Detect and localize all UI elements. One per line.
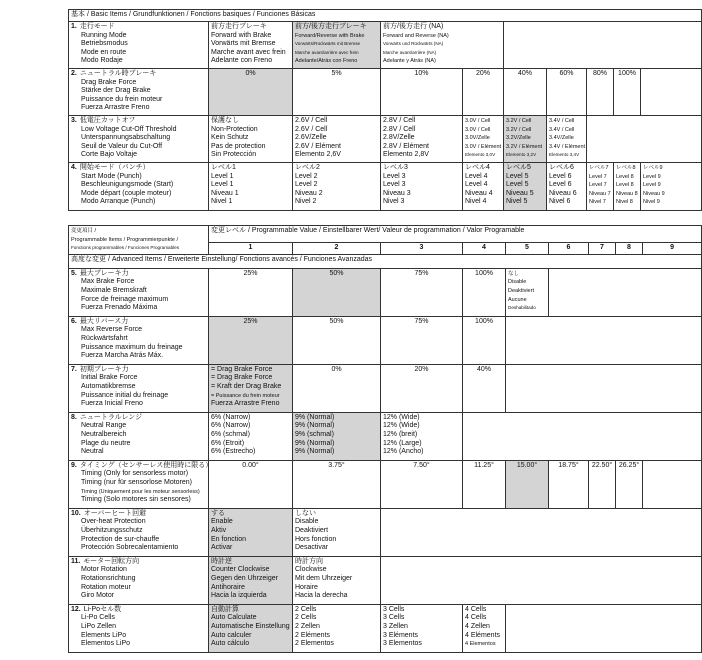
header-row xyxy=(69,226,702,243)
drag-brake-value: 0% xyxy=(209,69,293,116)
item-motor-rotation: 11. モーター回転方向 Motor Rotation Rotationsrichtung Rotation moteur Giro Motor xyxy=(69,556,209,604)
drag-brake-value: 40% xyxy=(504,69,547,116)
neutral-range-empty xyxy=(463,412,702,460)
timing-value: 3.75° xyxy=(293,460,381,508)
lipo-cells-option-1: 自動計算 Auto Calculate Automatische Einstellung Auto calculer Auto cálculo xyxy=(209,604,293,652)
column-number: 9 xyxy=(643,243,702,255)
item-overheat: 10. オーバーヒート回避 Over-heat Protection Überhitzungsschutz Protection de sur-chauffe Protección Sobrecalentamiento xyxy=(69,508,209,556)
drag-brake-value: 20% xyxy=(463,69,504,116)
programmable-value-header: 変更レベル / Programmable Value / Einstellbarer Wert/ Valeur de programmation / Valor Programable xyxy=(209,226,702,243)
timing-value: 26.25° xyxy=(616,460,643,508)
item-low-voltage: 3. 低電圧カットオフ Low Voltage Cut-Off Threshold Unterspannungsabschaltung Seuil de Valeur du Cut-Off Corte Bajo Voltaje xyxy=(69,116,209,163)
start-mode-level-2: レベル2 Level 2 Level 2 Niveau 2 Nivel 2 xyxy=(293,163,381,211)
table-row xyxy=(69,556,702,604)
initial-brake-option-1: = Drag Brake Force = Drag Brake Force = Kraft der Drag Brake = Puissance du frein moteur Fuerza Arrastre Freno xyxy=(209,364,293,412)
item-neutral-range: 8. ニュートラルレンジ Neutral Range Neutralbereich Plage du neutre Neutral xyxy=(69,412,209,460)
low-voltage-option-5: 3.2V / Cell 3.2V / Cell 3.2V/Zelle 3.2V / Elément Elemento 3,2V xyxy=(504,116,547,163)
max-brake-value: 25% xyxy=(209,268,293,316)
column-number: 6 xyxy=(549,243,589,255)
timing-empty xyxy=(643,460,702,508)
max-reverse-value: 75% xyxy=(381,316,463,364)
item-running-mode: 1. 走行モード Running Mode Betriebsmodus Mode en route Modo Rodaje xyxy=(69,22,209,69)
max-brake-disable: なし Disable Deaktiviert Aucune Deshabilitado xyxy=(506,268,549,316)
lipo-cells-empty xyxy=(506,604,702,652)
item-max-brake: 5. 最大ブレーキ力 Max Brake Force Maximale Bremskraft Force de freinage maximum Fuerza Frenado Máxima xyxy=(69,268,209,316)
timing-value: 15.00° xyxy=(506,460,549,508)
timing-value: 22.50° xyxy=(589,460,616,508)
column-number: 3 xyxy=(381,243,463,255)
max-reverse-empty xyxy=(506,316,702,364)
start-mode-level-7: レベル7 Level 7 Level 7 Niveau 7 Nivel 7 xyxy=(587,163,614,211)
neutral-range-option-1: 6% (Narrow) 6% (Narrow) 6% (schmal) 6% (Etroit) 6% (Estrecho) xyxy=(209,412,293,460)
advanced-section-title: 高度な変更 / Advanced Items / Erweiterte Einstellung/ Fonctions avancés / Funciones Avanzadas xyxy=(69,254,702,268)
start-mode-level-6: レベル6 Level 6 Level 6 Niveau 6 Nivel 6 xyxy=(547,163,587,211)
item-drag-brake: 2. ニュートラル時ブレーキ Drag Brake Force Stärke der Drag Brake Puissance du frein moteur Fuerza Arrastre Freno xyxy=(69,69,209,116)
item-initial-brake: 7. 初期ブレーキ力 Initial Brake Force Automatikbremse Puissance initial du freinage Fuerza Inicial Freno xyxy=(69,364,209,412)
motor-rotation-option-1: 時計逆 Counter Clockwise Gegen den Uhrzeiger Antihoraire Hacia la izquierda xyxy=(209,556,293,604)
basic-section-title: 基本 / Basic Items / Grundfunktionen / Fonctions basiques / Funciones Básicas xyxy=(69,10,702,22)
programmable-items-header: 変更項目 / Programmable Items / Programmierpunkte / Fonctions programmables / Funciones Programables xyxy=(69,226,209,255)
neutral-range-option-2: 9% (Normal) 9% (Normal) 9% (schmal) 9% (Normal) 9% (Normal) xyxy=(293,412,381,460)
neutral-range-option-3: 12% (Wide) 12% (Wide) 12% (breit) 12% (Large) 12% (Ancho) xyxy=(381,412,463,460)
column-number: 1 xyxy=(209,243,293,255)
motor-rotation-option-2: 時計方向 Clockwise Mit dem Uhrzeiger Horaire Hacia la derecha xyxy=(293,556,381,604)
start-mode-level-3: レベル3 Level 3 Level 3 Niveau 3 Nivel 3 xyxy=(381,163,463,211)
item-lipo-cells: 12. Li-Poセル数 Li-Po Cells LiPo Zellen Elements LiPo Elementos LiPo xyxy=(69,604,209,652)
initial-brake-empty xyxy=(506,364,702,412)
low-voltage-option-6: 3.4V / Cell 3.4V / Cell 3.4V/Zelle 3.4V / Elément Elemento 3,4V xyxy=(547,116,587,163)
drag-brake-value: 60% xyxy=(547,69,587,116)
basic-items-table xyxy=(68,9,702,211)
item-max-reverse: 6. 最大リバース力 Max Reverse Force Rückwärtsfahrt Puissance maximum du freinage Fuerza Marcha Atrás Máx. xyxy=(69,316,209,364)
drag-brake-value: 10% xyxy=(381,69,463,116)
table-row xyxy=(69,412,702,460)
timing-value: 18.75° xyxy=(549,460,589,508)
start-mode-level-8: レベル8 Level 8 Level 8 Niveau 8 Nivel 8 xyxy=(614,163,641,211)
lipo-cells-option-3: 3 Cells 3 Cells 3 Zellen 3 Eléments 3 Elementos xyxy=(381,604,463,652)
table-row xyxy=(69,22,702,69)
table-row xyxy=(69,460,702,508)
start-mode-level-4: レベル4 Level 4 Level 4 Niveau 4 Nivel 4 xyxy=(463,163,504,211)
max-brake-empty xyxy=(549,268,702,316)
low-voltage-option-1: 保護なし Non-Protection Kein Schutz Pas de protection Sin Protección xyxy=(209,116,293,163)
start-mode-level-5: レベル5 Level 5 Level 5 Niveau 5 Nivel 5 xyxy=(504,163,547,211)
timing-value: 7.50° xyxy=(381,460,463,508)
drag-brake-value: 5% xyxy=(293,69,381,116)
low-voltage-option-4: 3.0V / Cell 3.0V / Cell 3.0V/Zelle 3.0V / Elément Elemento 3,0V xyxy=(463,116,504,163)
column-number: 7 xyxy=(589,243,616,255)
item-timing: 9. タイミング（センサーレス使用時に限る） Timing (Only for sensorless motor) Timing (nur für sensorlose Motoren) Timing (Uniquement pour les moteur sensorless) Timing (Solo motores sin sensores) xyxy=(69,460,209,508)
column-number: 5 xyxy=(506,243,549,255)
table-row xyxy=(69,316,702,364)
motor-rotation-empty xyxy=(381,556,702,604)
drag-brake-value: 100% xyxy=(614,69,641,116)
max-brake-value: 75% xyxy=(381,268,463,316)
timing-value: 11.25° xyxy=(463,460,506,508)
initial-brake-value: 0% xyxy=(293,364,381,412)
running-mode-option-1: 前方走行ブレーキ Forward with Brake Vorwärts mit Bremse Marche avant avec frein Adelante con Freno xyxy=(209,22,293,69)
max-brake-value: 50% xyxy=(293,268,381,316)
drag-brake-empty xyxy=(641,69,702,116)
table-row xyxy=(69,163,702,211)
start-mode-level-1: レベル1 Level 1 Level 1 Niveau 1 Nivel 1 xyxy=(209,163,293,211)
low-voltage-option-2: 2.6V / Cell 2.6V / Cell 2.6V/Zelle 2.6V / Elément Elemento 2,6V xyxy=(293,116,381,163)
running-mode-option-2: 前方/後方走行ブレーキ Forward/Reverse with Brake Vorwärts/Rückwärts mit Bremse Marche avant/arrière avec frein Adelante/Atrás con Freno xyxy=(293,22,381,69)
running-mode-empty xyxy=(504,22,702,69)
timing-value: 0.00° xyxy=(209,460,293,508)
max-reverse-value: 100% xyxy=(463,316,506,364)
table-row xyxy=(69,116,702,163)
table-row xyxy=(69,604,702,652)
max-reverse-value: 50% xyxy=(293,316,381,364)
running-mode-option-3: 前方/後方走行 (NA) Forward and Reverse (NA) Vorwärts und Rückwärts (NA) Marche avant/arrière (NA) Adelante y Atrás (NA) xyxy=(381,22,504,69)
column-number: 8 xyxy=(616,243,643,255)
low-voltage-empty xyxy=(587,116,702,163)
column-number: 2 xyxy=(293,243,381,255)
lipo-cells-option-2: 2 Cells 2 Cells 2 Zellen 2 Eléments 2 Elementos xyxy=(293,604,381,652)
table-row xyxy=(69,69,702,116)
cut-off-header-text xyxy=(70,0,202,1)
table-row xyxy=(69,364,702,412)
lipo-cells-option-4: 4 Cells 4 Cells 4 Zellen 4 Eléments 4 Elementos xyxy=(463,604,506,652)
drag-brake-value: 80% xyxy=(587,69,614,116)
table-row xyxy=(69,268,702,316)
overheat-empty xyxy=(381,508,702,556)
column-number: 4 xyxy=(463,243,506,255)
max-reverse-value: 25% xyxy=(209,316,293,364)
overheat-option-1: する Enable Aktiv En fonction Activar xyxy=(209,508,293,556)
low-voltage-option-3: 2.8V / Cell 2.8V / Cell 2.8V/Zelle 2.8V / Elément Elemento 2,8V xyxy=(381,116,463,163)
start-mode-level-9: レベル9 Level 9 Level 9 Niveau 9 Nivel 9 xyxy=(641,163,702,211)
overheat-option-2: しない Disable Deaktiviert Hors fonction Desactivar xyxy=(293,508,381,556)
advanced-items-table xyxy=(68,225,702,653)
max-brake-value: 100% xyxy=(463,268,506,316)
initial-brake-value: 40% xyxy=(463,364,506,412)
initial-brake-value: 20% xyxy=(381,364,463,412)
table-row xyxy=(69,508,702,556)
item-start-mode: 4. 開始モード（パンチ） Start Mode (Punch) Beschleunigungsmode (Start) Mode départ (couple moteur) Modo Arranque (Punch) xyxy=(69,163,209,211)
